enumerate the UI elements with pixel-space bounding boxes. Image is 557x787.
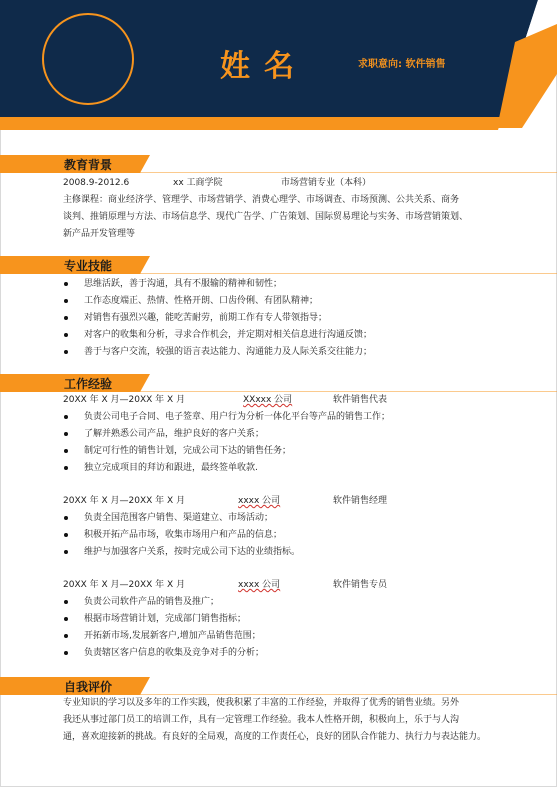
skill-item: 对销售有强烈兴趣，能吃苦耐劳，前期工作有专人带领指导； xyxy=(62,310,372,327)
education-courses-line: 谈判、推销原理与方法、市场信息学、现代广告学、广告策划、国际贸易理论与实务、市场营销策划、 xyxy=(63,212,469,222)
evaluation-line: 我还从事过部门员工的培训工作，具有一定管理工作经验。我本人性格开朗，积极向上，乐于与人沟 xyxy=(63,715,460,725)
job-duty: 根据市场营销计划，完成部门销售指标； xyxy=(62,611,264,628)
job-company: XXxxx 公司 xyxy=(243,395,293,405)
job-duties-list xyxy=(62,594,264,662)
job-period: 20XX 年 X 月—20XX 年 X 月 xyxy=(63,395,186,405)
job-heading xyxy=(63,493,543,510)
job-duty: 积极开拓产品市场，收集市场用户和产品的信息； xyxy=(62,527,300,544)
education-school: xx 工商学院 xyxy=(173,178,223,188)
job-duty: 负责公司软件产品的销售及推广； xyxy=(62,594,264,611)
job-role: 软件销售代表 xyxy=(333,395,388,405)
skill-item: 思维活跃，善于沟通，具有不服输的精神和韧性； xyxy=(62,276,372,293)
job-duties-list xyxy=(62,510,300,561)
section-evaluation-title: 自我评价 xyxy=(64,680,113,694)
job-role: 软件销售经理 xyxy=(333,496,388,506)
resume-header xyxy=(0,0,557,135)
job-intent-value: 软件销售 xyxy=(405,59,446,70)
job-intent-label: 求职意向: xyxy=(358,59,402,70)
job-company: xxxx 公司 xyxy=(238,580,281,590)
job-heading xyxy=(63,577,543,594)
section-experience-header xyxy=(0,374,557,392)
job-period: 20XX 年 X 月—20XX 年 X 月 xyxy=(63,496,186,506)
job-intent xyxy=(358,55,445,70)
section-evaluation-header xyxy=(0,677,557,695)
education-courses-line: 主修课程：商业经济学、管理学、市场营销学、消费心理学、市场调查、市场预测、公共关系、商务 xyxy=(63,195,460,205)
job-period: 20XX 年 X 月—20XX 年 X 月 xyxy=(63,580,186,590)
evaluation-line: 专业知识的学习以及多年的工作实践，使我积累了丰富的工作经验，并取得了优秀的销售业绩。另外 xyxy=(63,698,460,708)
job-duty: 开拓新市场,发展新客户,增加产品销售范围； xyxy=(62,628,264,645)
education-period: 2008.9-2012.6 xyxy=(63,178,130,188)
skill-item: 善于与客户交流，较强的语言表达能力、沟通能力及人际关系交往能力； xyxy=(62,344,372,361)
section-experience-title: 工作经验 xyxy=(64,377,113,391)
skill-item: 工作态度端正、热情、性格开朗、口齿伶俐、有团队精神； xyxy=(62,293,372,310)
skills-list xyxy=(62,276,372,361)
skill-item: 对客户的收集和分析，寻求合作机会，并定期对相关信息进行沟通反馈； xyxy=(62,327,372,344)
job-duty: 负责全国范围客户销售、渠道建立、市场活动； xyxy=(62,510,300,527)
job-duty: 独立完成项目的拜访和跟进，最终签单收款. xyxy=(62,460,390,477)
section-education-title: 教育背景 xyxy=(64,158,113,172)
job-duty: 负责公司电子合同、电子签章、用户行为分析一体化平台等产品的销售工作； xyxy=(62,409,390,426)
job-duty: 制定可行性的销售计划，完成公司下达的销售任务； xyxy=(62,443,390,460)
section-skills-header xyxy=(0,256,557,274)
section-education-header xyxy=(0,155,557,173)
job-duty: 了解并熟悉公司产品，维护良好的客户关系； xyxy=(62,426,390,443)
job-heading xyxy=(63,392,543,409)
job-duty: 维护与加强客户关系，按时完成公司下达的业绩指标。 xyxy=(62,544,300,561)
education-courses-line: 新产品开发管理等 xyxy=(63,229,136,239)
education-major: 市场营销专业（本科） xyxy=(281,178,372,188)
job-duty: 负责辖区客户信息的收集及竞争对手的分析； xyxy=(62,645,264,662)
job-company: xxxx 公司 xyxy=(238,496,281,506)
section-skills-title: 专业技能 xyxy=(64,259,113,273)
evaluation-line: 通，喜欢迎接新的挑战。有良好的全局观，高度的工作责任心，良好的团队合作能力、执行力与表达能力。 xyxy=(63,732,487,742)
job-duties-list xyxy=(62,409,390,477)
candidate-name: 姓名 xyxy=(220,49,308,84)
job-role: 软件销售专员 xyxy=(333,580,388,590)
